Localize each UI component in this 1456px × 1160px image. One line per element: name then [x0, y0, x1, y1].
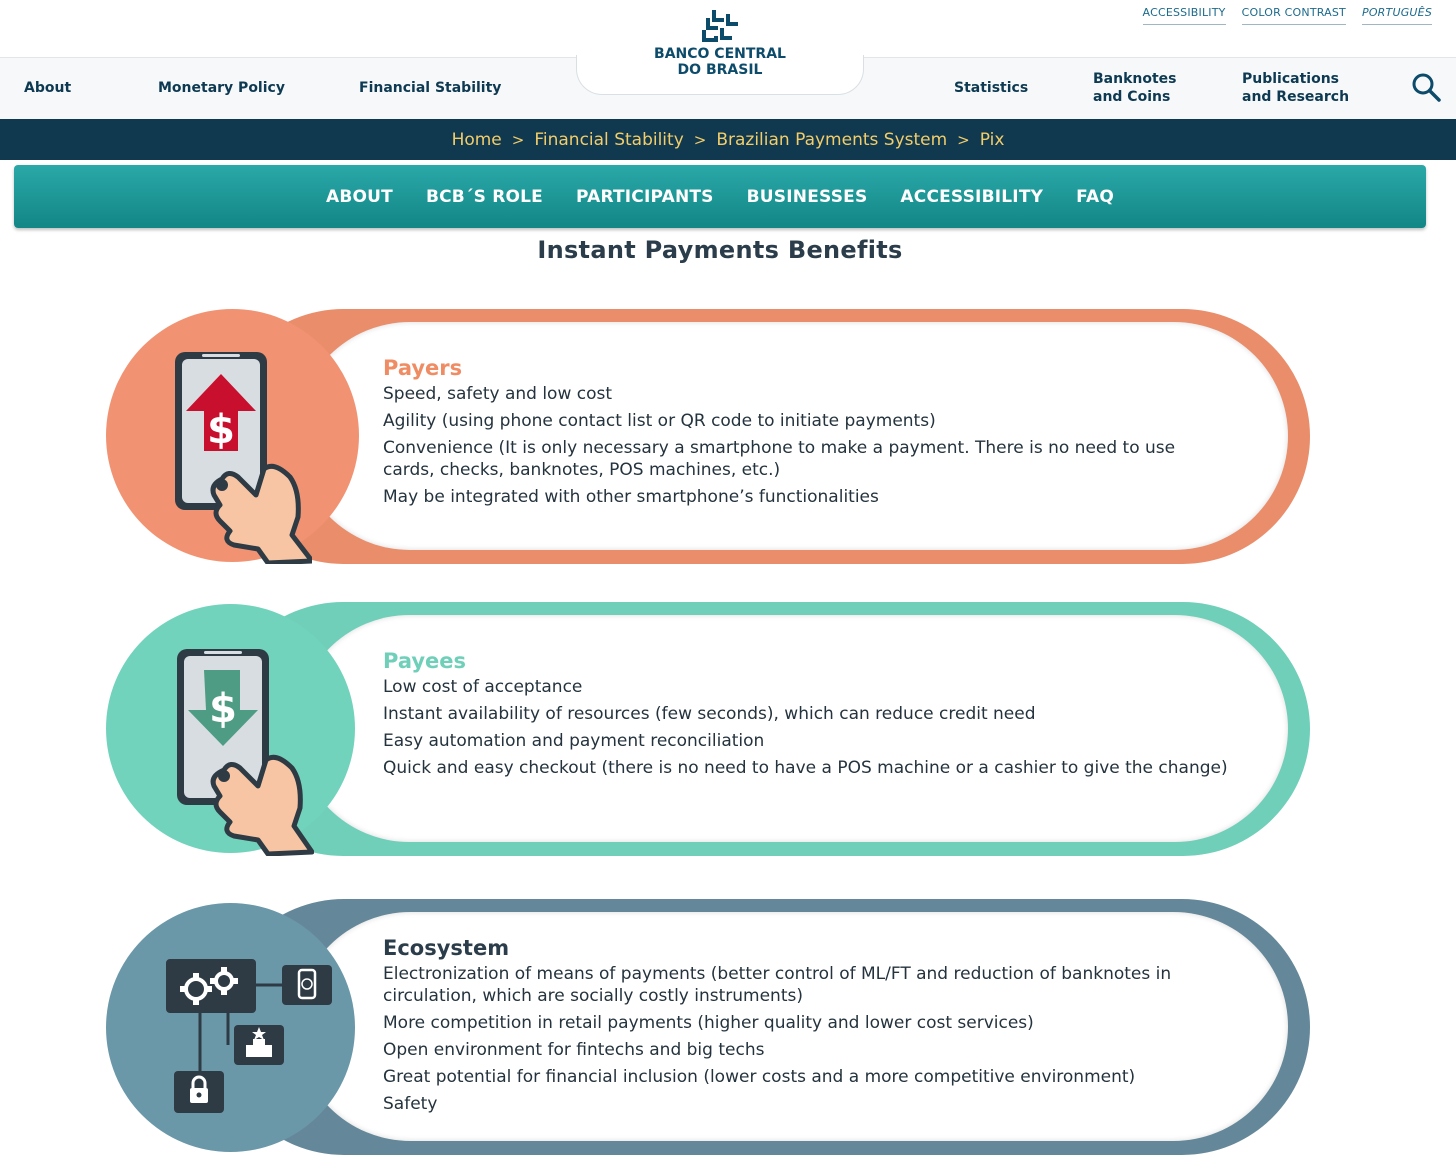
- card-title: Payees: [383, 649, 467, 673]
- nav-banknotes-line-2: and Coins: [1093, 89, 1171, 105]
- svg-text:$: $: [209, 686, 237, 732]
- svg-text:$: $: [207, 407, 235, 453]
- accessibility-link[interactable]: ACCESSIBILITY: [1143, 6, 1226, 25]
- benefit-item: Convenience (It is only necessary a smartphone to make a payment. There is no need to use cards, checks, banknotes, POS machines, etc.): [383, 438, 1176, 480]
- card-text: [383, 648, 1228, 784]
- breadcrumb-brazilian-payments-system[interactable]: Brazilian Payments System: [716, 129, 948, 150]
- benefit-item: Open environment for fintechs and big techs: [383, 1040, 765, 1060]
- bcb-logo-icon: [698, 8, 742, 46]
- benefit-item: Quick and easy checkout (there is no need to have a POS machine or a cashier to give the change): [383, 758, 1228, 778]
- benefit-item: Great potential for financial inclusion (lower costs and a more competitive environment): [383, 1067, 1136, 1087]
- benefit-item: Instant availability of resources (few seconds), which can reduce credit need: [383, 704, 1036, 724]
- nav-statistics[interactable]: Statistics: [954, 80, 1029, 96]
- card-text: [383, 935, 1183, 1120]
- section-tab-faq[interactable]: FAQ: [1076, 186, 1114, 207]
- ecosystem-network-icon: [164, 955, 334, 1115]
- color-contrast-link[interactable]: COLOR CONTRAST: [1242, 6, 1346, 25]
- page-title: Instant Payments Benefits: [537, 236, 903, 264]
- benefit-item: Agility (using phone contact list or QR code to initiate payments): [383, 411, 936, 431]
- nav-about[interactable]: About: [24, 80, 72, 96]
- nav-publications-line-2: and Research: [1242, 89, 1350, 105]
- nav-banknotes-and-coins[interactable]: [1093, 70, 1177, 106]
- breadcrumb-financial-stability[interactable]: Financial Stability: [534, 129, 684, 150]
- nav-publications-line-1: Publications: [1242, 71, 1340, 87]
- breadcrumb: [0, 119, 1456, 160]
- benefit-card-payers: [106, 309, 1310, 564]
- section-tab-about[interactable]: ABOUT: [325, 186, 393, 207]
- benefit-card-ecosystem: [106, 899, 1310, 1155]
- card-title: Ecosystem: [383, 936, 510, 960]
- section-tab-bcb-role[interactable]: BCB´S ROLE: [425, 186, 543, 207]
- breadcrumb-separator: >: [693, 130, 707, 149]
- breadcrumb-pix[interactable]: Pix: [979, 129, 1005, 150]
- section-menu: [14, 165, 1426, 228]
- benefit-item: Easy automation and payment reconciliation: [383, 731, 765, 751]
- card-text: [383, 355, 1213, 513]
- benefit-item: Low cost of acceptance: [383, 677, 583, 697]
- section-tab-accessibility[interactable]: ACCESSIBILITY: [900, 186, 1044, 207]
- section-tab-participants[interactable]: PARTICIPANTS: [576, 186, 714, 207]
- logo-line-1: BANCO CENTRAL: [654, 46, 786, 62]
- search-icon: [1410, 71, 1442, 103]
- breadcrumb-separator: >: [511, 130, 525, 149]
- utility-links: [1143, 6, 1432, 25]
- logo-line-2: DO BRASIL: [677, 62, 763, 78]
- breadcrumb-home[interactable]: Home: [451, 129, 502, 150]
- card-title: Payers: [383, 356, 463, 380]
- nav-publications-and-research[interactable]: [1242, 70, 1349, 106]
- benefit-item: Electronization of means of payments (better control of ML/FT and reduction of banknotes in circulation, which are socially costly instruments): [383, 964, 1172, 1006]
- benefit-item: May be integrated with other smartphone’s functionalities: [383, 487, 879, 507]
- nav-banknotes-line-1: Banknotes: [1093, 71, 1177, 87]
- bcb-logo[interactable]: [620, 8, 820, 78]
- nav-financial-stability[interactable]: Financial Stability: [359, 80, 502, 96]
- benefit-item: More competition in retail payments (higher quality and lower cost services): [383, 1013, 1034, 1033]
- portuguese-link[interactable]: PORTUGUÊS: [1362, 6, 1432, 25]
- phone-dollar-up-icon: [172, 349, 312, 564]
- section-tab-businesses[interactable]: BUSINESSES: [746, 186, 868, 207]
- benefit-card-payees: [106, 602, 1310, 856]
- nav-monetary-policy[interactable]: Monetary Policy: [158, 80, 285, 96]
- breadcrumb-separator: >: [957, 130, 970, 149]
- phone-dollar-down-icon: [174, 646, 314, 856]
- benefit-item: Speed, safety and low cost: [383, 384, 613, 404]
- search-button[interactable]: [1410, 71, 1442, 103]
- benefit-item: Safety: [383, 1094, 438, 1114]
